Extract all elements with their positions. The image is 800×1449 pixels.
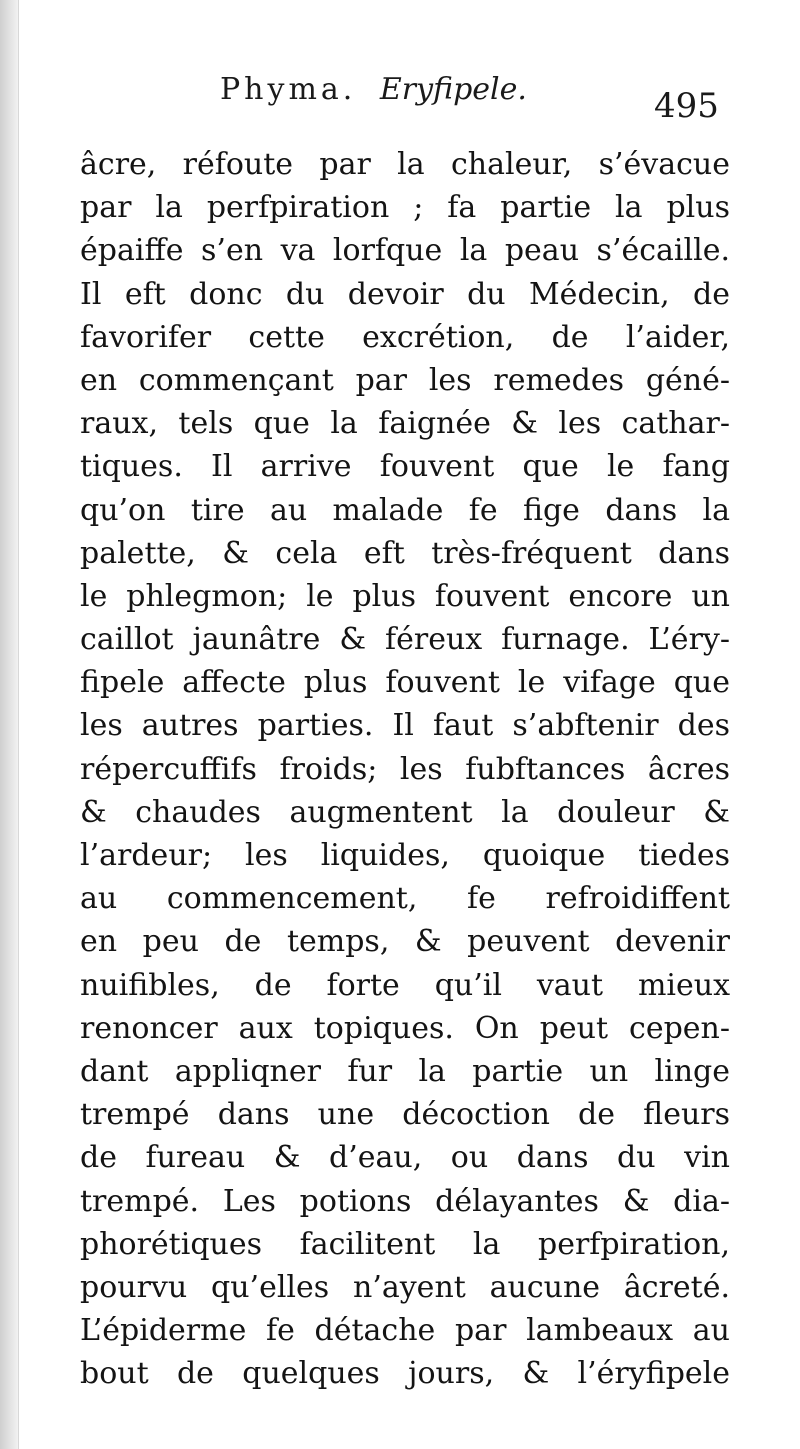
- text-line: trempé dans une décoction de fleurs: [80, 1097, 730, 1133]
- body-text: [80, 143, 730, 1395]
- text-line: qu’on tire au malade fe fige dans la: [80, 492, 730, 528]
- text-line: renoncer aux topiques. On peut cepen-: [80, 1010, 730, 1046]
- text-line: le phlegmon; le plus fouvent encore un: [80, 578, 730, 614]
- page-number: 495: [654, 86, 719, 126]
- text-line: en peu de temps, & peuvent devenir: [80, 924, 730, 960]
- text-line: & chaudes augmentent la douleur &: [80, 794, 730, 830]
- text-line: raux, tels que la faignée & les cathar-: [80, 406, 730, 442]
- text-line: au commencement, fe refroidiffent: [80, 881, 730, 917]
- text-line: L’épiderme fe détache par lambeaux au: [80, 1313, 730, 1349]
- text-line: palette, & cela eft très-fréquent dans: [80, 535, 730, 571]
- text-line: nuifibles, de forte qu’il vaut mieux: [80, 967, 730, 1003]
- text-line: l’ardeur; les liquides, quoique tiedes: [80, 838, 730, 873]
- text-line: par la perfpiration ; fa partie la plus: [80, 190, 730, 226]
- running-head-subtitle: Eryfipele.: [379, 72, 527, 107]
- text-line: dant appliqner fur la partie un linge: [80, 1053, 730, 1089]
- text-line: âcre, réfoute par la chaleur, s’évacue: [80, 147, 730, 182]
- text-line: les autres parties. Il faut s’abftenir des: [80, 708, 730, 744]
- text-line: Il eft donc du devoir du Médecin, de: [80, 276, 730, 312]
- text-line: épaiffe s’en va lorfque la peau s’écaille.: [80, 233, 730, 269]
- text-line: de fureau & d’eau, ou dans du vin: [80, 1140, 730, 1176]
- text-line: en commençant par les remedes géné-: [80, 362, 730, 398]
- binding-gutter: [0, 0, 18, 1449]
- text-line: trempé. Les potions délayantes & dia-: [80, 1183, 730, 1219]
- running-head: [220, 72, 527, 107]
- text-line: caillot jaunâtre & féreux furnage. L’éry-: [80, 622, 730, 658]
- text-line: répercuffifs froids; les fubftances âcres: [80, 751, 730, 787]
- running-head-title: Phyma.: [220, 72, 357, 107]
- text-line: favorifer cette excrétion, de l’aider,: [80, 319, 730, 355]
- text-line: bout de quelques jours, & l’éryfipele: [80, 1356, 730, 1392]
- text-line: pourvu qu’elles n’ayent aucune âcreté.: [80, 1269, 730, 1305]
- text-line: fipele affecte plus fouvent le vifage que: [80, 665, 730, 701]
- text-line: tiques. Il arrive fouvent que le fang: [80, 449, 730, 485]
- text-line: phorétiques facilitent la perfpiration,: [80, 1226, 730, 1262]
